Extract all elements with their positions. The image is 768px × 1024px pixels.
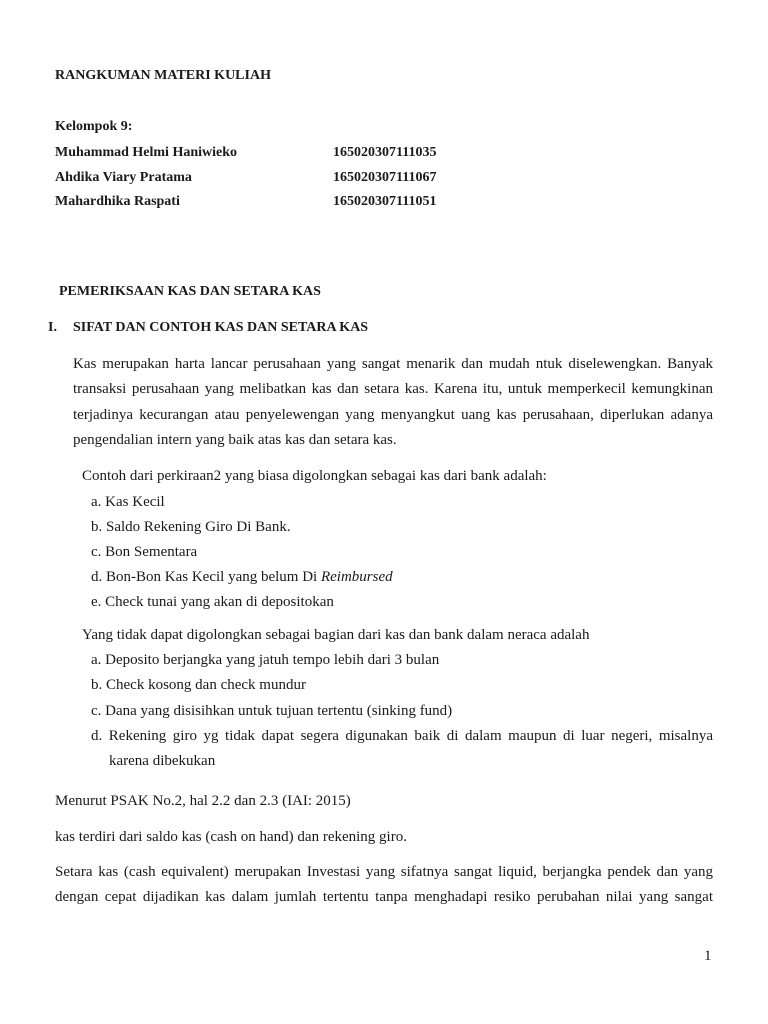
nonexample-item: d. Rekening giro yg tidak dapat segera digunakan baik di dalam maupun di luar negeri, misalnya — [91, 728, 713, 744]
member-name: Mahardhika Raspati — [55, 194, 180, 209]
psak-reference: Menurut PSAK No.2, hal 2.2 dan 2.3 (IAI: 2015) — [55, 793, 351, 809]
setara-line: Setara kas (cash equivalent) merupakan Investasi yang sifatnya sangat liquid, berjangka pendek dan yang — [55, 864, 713, 880]
member-name: Ahdika Viary Pratama — [55, 170, 192, 185]
member-id: 165020307111051 — [333, 194, 437, 209]
example-item: c. Bon Sementara — [91, 544, 198, 560]
member-id: 165020307111067 — [333, 170, 437, 185]
intro-line: terjadinya kecurangan atau penyelewengan yang menyangkut uang kas perusahaan, diperlukan adanya — [73, 407, 713, 423]
section-title: PEMERIKSAAN KAS DAN SETARA KAS — [59, 284, 321, 299]
nonexample-item-continued: karena dibekukan — [109, 753, 216, 769]
examples-intro: Contoh dari perkiraan2 yang biasa digolongkan sebagai kas dari bank adalah: — [82, 468, 547, 484]
kas-definition: kas terdiri dari saldo kas (cash on hand) dan rekening giro. — [55, 829, 407, 845]
example-item: b. Saldo Rekening Giro Di Bank. — [91, 519, 291, 535]
subsection-title: SIFAT DAN CONTOH KAS DAN SETARA KAS — [73, 320, 369, 335]
nonexamples-intro: Yang tidak dapat digolongkan sebagai bagian dari kas dan bank dalam neraca adalah — [82, 627, 590, 643]
example-item-italic: Reimbursed — [320, 569, 393, 585]
example-item-text: d. Bon-Bon Kas Kecil yang belum Di — [91, 569, 321, 585]
intro-line: transaksi perusahaan yang melibatkan kas dan setara kas. Karena itu, untuk memperkecil kemungkinan — [73, 381, 713, 397]
page-number: 1 — [704, 948, 712, 964]
example-item: e. Check tunai yang akan di depositokan — [91, 594, 334, 610]
member-id: 165020307111035 — [333, 145, 437, 160]
subsection-number: I. — [48, 320, 57, 335]
example-item: a. Kas Kecil — [91, 494, 165, 510]
intro-line: pengendalian intern yang baik atas kas dan setara kas. — [73, 432, 397, 448]
intro-line: Kas merupakan harta lancar perusahaan yang sangat menarik dan mudah ntuk diselewengkan. Banyak — [73, 356, 713, 372]
nonexample-item: b. Check kosong dan check mundur — [91, 677, 306, 693]
example-item — [91, 569, 393, 586]
nonexample-item: c. Dana yang disisihkan untuk tujuan tertentu (sinking fund) — [91, 703, 453, 719]
document-title: RANGKUMAN MATERI KULIAH — [55, 68, 271, 83]
nonexample-item: a. Deposito berjangka yang jatuh tempo lebih dari 3 bulan — [91, 652, 440, 668]
member-name: Muhammad Helmi Haniwieko — [55, 145, 238, 160]
group-label: Kelompok 9: — [55, 119, 133, 134]
setara-line: dengan cepat dijadikan kas dalam jumlah tertentu tanpa menghadapi resiko perubahan nilai yang sangat — [55, 889, 713, 905]
